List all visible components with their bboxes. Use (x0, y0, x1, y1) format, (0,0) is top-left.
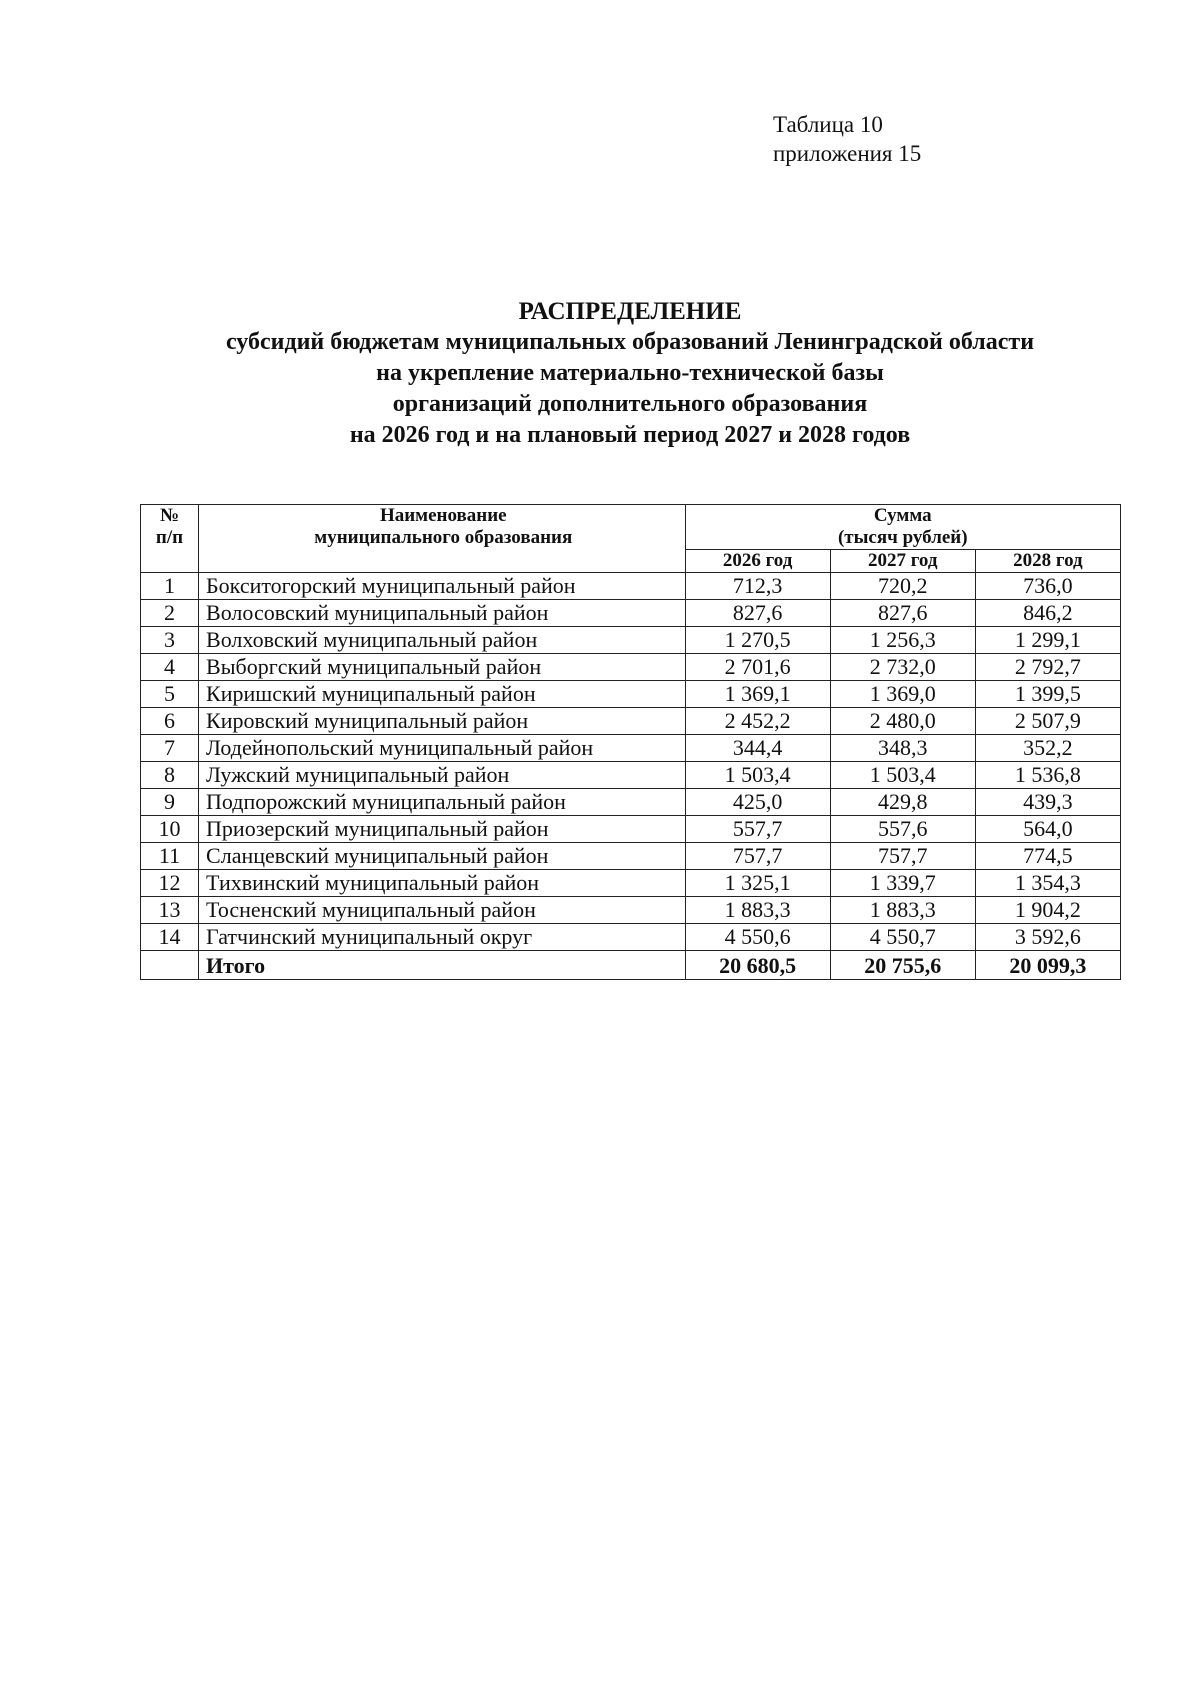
total-2028: 20 099,3 (975, 951, 1120, 980)
row-value-2027: 557,6 (830, 816, 975, 843)
row-number: 10 (141, 816, 199, 843)
table-body (141, 573, 1121, 951)
document-title: РАСПРЕДЕЛЕНИЕ (518, 298, 742, 325)
row-value-2028: 736,0 (975, 573, 1120, 600)
reference-appendix: приложения 15 (773, 141, 922, 166)
table-row (141, 681, 1121, 708)
table-row (141, 897, 1121, 924)
row-municipality-name: Сланцевский муниципальный район (199, 843, 685, 870)
row-value-2028: 1 354,3 (975, 870, 1120, 897)
subsidy-table (140, 504, 1121, 980)
row-value-2027: 1 369,0 (830, 681, 975, 708)
table-row (141, 735, 1121, 762)
row-value-2026: 1 325,1 (685, 870, 830, 897)
row-value-2026: 1 503,4 (685, 762, 830, 789)
table-row (141, 843, 1121, 870)
row-value-2026: 1 883,3 (685, 897, 830, 924)
header-sum-line1: Сумма (873, 505, 932, 526)
row-municipality-name: Выборгский муниципальный район (199, 654, 685, 681)
table-row (141, 708, 1121, 735)
row-value-2026: 1 270,5 (685, 627, 830, 654)
row-value-2027: 1 503,4 (830, 762, 975, 789)
row-value-2026: 425,0 (685, 789, 830, 816)
row-value-2027: 827,6 (830, 600, 975, 627)
row-number: 3 (141, 627, 199, 654)
row-number: 4 (141, 654, 199, 681)
header-sum (685, 505, 1120, 550)
table-row (141, 816, 1121, 843)
total-label: Итого (199, 951, 685, 980)
table-reference (773, 110, 921, 168)
row-value-2028: 1 904,2 (975, 897, 1120, 924)
row-municipality-name: Тихвинский муниципальный район (199, 870, 685, 897)
row-value-2026: 757,7 (685, 843, 830, 870)
row-value-2027: 429,8 (830, 789, 975, 816)
table-row (141, 762, 1121, 789)
row-value-2027: 1 256,3 (830, 627, 975, 654)
row-value-2027: 1 339,7 (830, 870, 975, 897)
row-municipality-name: Тосненский муниципальный район (199, 897, 685, 924)
row-value-2027: 720,2 (830, 573, 975, 600)
row-number: 6 (141, 708, 199, 735)
row-value-2026: 4 550,6 (685, 924, 830, 951)
header-name-line1: Наименование (379, 505, 507, 526)
row-value-2026: 2 701,6 (685, 654, 830, 681)
row-value-2027: 2 732,0 (830, 654, 975, 681)
header-sum-line2: (тысяч рублей) (837, 527, 968, 548)
row-value-2027: 4 550,7 (830, 924, 975, 951)
total-2026: 20 680,5 (685, 951, 830, 980)
row-number: 14 (141, 924, 199, 951)
row-value-2028: 2 792,7 (975, 654, 1120, 681)
row-value-2028: 3 592,6 (975, 924, 1120, 951)
table-row (141, 654, 1121, 681)
header-year-2026: 2026 год (685, 550, 830, 573)
header-number (141, 505, 199, 573)
row-number: 8 (141, 762, 199, 789)
row-municipality-name: Кировский муниципальный район (199, 708, 685, 735)
header-year-2027: 2027 год (830, 550, 975, 573)
table-row (141, 573, 1121, 600)
row-value-2028: 774,5 (975, 843, 1120, 870)
row-municipality-name: Волховский муниципальный район (199, 627, 685, 654)
header-name-line2: муниципального образования (314, 527, 573, 548)
header-name (199, 505, 685, 573)
row-value-2028: 564,0 (975, 816, 1120, 843)
row-municipality-name: Подпорожский муниципальный район (199, 789, 685, 816)
row-value-2026: 344,4 (685, 735, 830, 762)
table-row (141, 789, 1121, 816)
row-value-2027: 2 480,0 (830, 708, 975, 735)
row-value-2028: 1 299,1 (975, 627, 1120, 654)
table-total-row (141, 951, 1121, 980)
table-row (141, 627, 1121, 654)
heading-line-3: организаций дополнительного образования (392, 391, 868, 417)
row-value-2028: 1 399,5 (975, 681, 1120, 708)
row-number: 9 (141, 789, 199, 816)
row-value-2028: 2 507,9 (975, 708, 1120, 735)
table-row (141, 600, 1121, 627)
row-municipality-name: Гатчинский муниципальный округ (199, 924, 685, 951)
row-municipality-name: Приозерский муниципальный район (199, 816, 685, 843)
reference-table-number: Таблица 10 (773, 112, 883, 137)
heading-line-4: на 2026 год и на плановый период 2027 и 2028 годов (349, 422, 911, 448)
row-value-2028: 352,2 (975, 735, 1120, 762)
row-value-2026: 2 452,2 (685, 708, 830, 735)
row-value-2026: 827,6 (685, 600, 830, 627)
row-value-2026: 712,3 (685, 573, 830, 600)
row-value-2028: 1 536,8 (975, 762, 1120, 789)
row-number: 7 (141, 735, 199, 762)
row-number: 1 (141, 573, 199, 600)
row-number: 2 (141, 600, 199, 627)
row-number: 11 (141, 843, 199, 870)
row-number: 5 (141, 681, 199, 708)
row-value-2026: 1 369,1 (685, 681, 830, 708)
row-value-2028: 846,2 (975, 600, 1120, 627)
row-value-2027: 348,3 (830, 735, 975, 762)
row-value-2027: 1 883,3 (830, 897, 975, 924)
heading-line-1: субсидий бюджетам муниципальных образований Ленинградской области (225, 329, 1035, 355)
row-number: 13 (141, 897, 199, 924)
row-number: 12 (141, 870, 199, 897)
row-value-2028: 439,3 (975, 789, 1120, 816)
row-municipality-name: Киришский муниципальный район (199, 681, 685, 708)
row-value-2026: 557,7 (685, 816, 830, 843)
header-number-line2: п/п (155, 527, 184, 548)
row-municipality-name: Лужский муниципальный район (199, 762, 685, 789)
total-number-cell (141, 951, 199, 980)
header-year-2028: 2028 год (975, 550, 1120, 573)
row-municipality-name: Бокситогорский муниципальный район (199, 573, 685, 600)
row-municipality-name: Лодейнопольский муниципальный район (199, 735, 685, 762)
table-row (141, 924, 1121, 951)
document-heading (0, 296, 1200, 451)
row-municipality-name: Волосовский муниципальный район (199, 600, 685, 627)
row-value-2027: 757,7 (830, 843, 975, 870)
heading-line-2: на укрепление материально-технической базы (376, 360, 884, 386)
total-2027: 20 755,6 (830, 951, 975, 980)
table-row (141, 870, 1121, 897)
header-number-line1: № (159, 505, 180, 526)
